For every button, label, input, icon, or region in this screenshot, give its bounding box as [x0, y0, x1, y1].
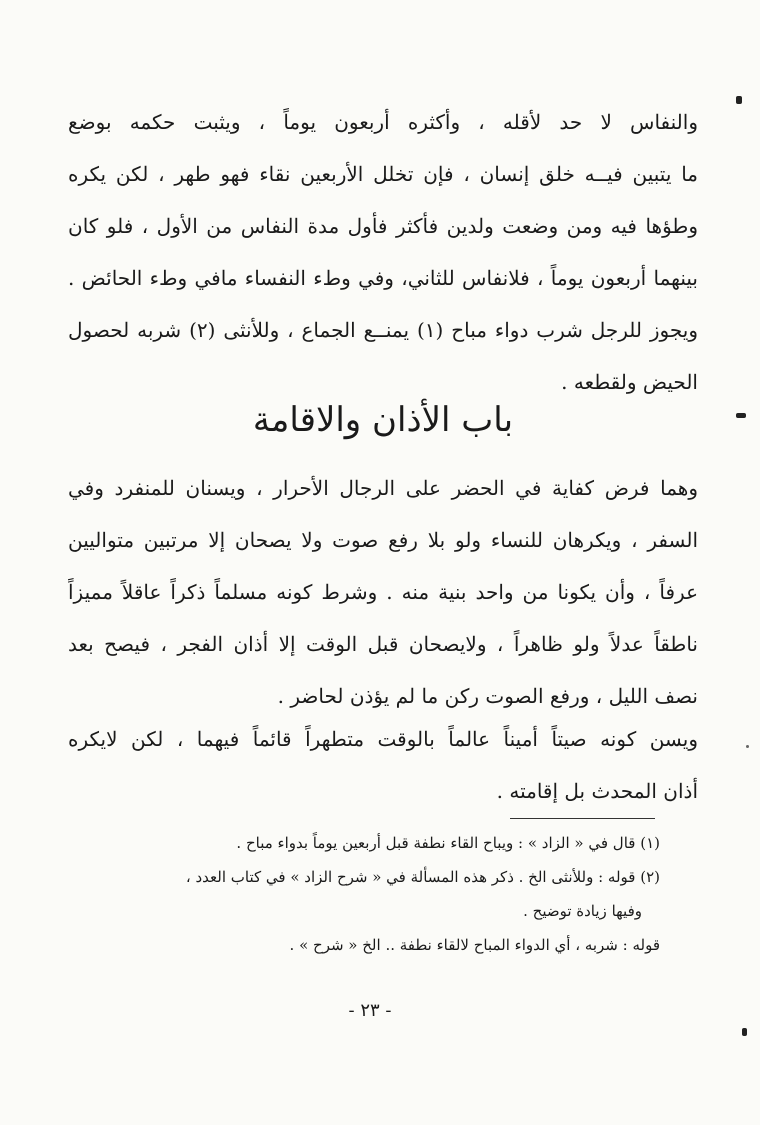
text-line: نصف الليل ، ورفع الصوت ركن ما لم يؤذن لحاضر .: [277, 684, 698, 708]
text-line: بينهما أربعون يوماً ، فلانفاس للثاني، وفي وطء النفساء مافي وطء الحائض .: [68, 266, 698, 290]
scan-mark: [742, 1028, 747, 1036]
footnote-commentary: قوله : شربه ، أي الدواء المباح لالقاء نطفة .. الخ « شرح » .: [289, 936, 660, 954]
text-line: ويجوز للرجل شرب دواء مباح (١) يمنــع الجماع ، وللأنثى (٢) شربه لحصول: [68, 318, 698, 342]
footnote-2-continued: وفيها زيادة توضيح .: [523, 902, 642, 920]
paragraph-nifas: [68, 96, 698, 408]
text-line: أذان المحدث بل إقامته .: [496, 779, 698, 803]
scan-mark: [736, 413, 746, 418]
paragraph-muadhin: [68, 713, 698, 817]
footnote-2: (٢) قوله : وللأنثى الخ . ذكر هذه المسألة في « شرح الزاد » في كتاب العدد ،: [185, 868, 660, 886]
page-number: - ٢٣ -: [348, 1000, 392, 1021]
text-line: عرفاً ، وأن يكونا من واحد بنية منه . وشرط كونه مسلماً ذكراً عاقلاً مميزاً: [68, 580, 698, 604]
text-line: ما يتبين فيــه خلق إنسان ، فإن تخلل الأربعين نقاء فهو طهر ، لكن يكره: [68, 162, 698, 186]
footnote-1: (١) قال في « الزاد » : ويباح القاء نطفة قبل أربعين يوماً بدواء مباح .: [236, 834, 660, 852]
paragraph-adhan: [68, 462, 698, 722]
text-line: والنفاس لا حد لأقله ، وأكثره أربعون يوماً ، ويثبت حكمه بوضع: [68, 110, 698, 134]
text-line: ناطقاً عدلاً ولو ظاهراً ، ولايصحان قبل الوقت إلا أذان الفجر ، فيصح بعد: [68, 632, 698, 656]
text-line: وهما فرض كفاية في الحضر على الرجال الأحرار ، ويسنان للمنفرد وفي: [68, 476, 698, 500]
footnote-divider: [510, 818, 655, 819]
chapter-heading: باب الأذان والاقامة: [252, 400, 514, 440]
scan-mark: [736, 96, 742, 104]
text-line: السفر ، ويكرهان للنساء ولو بلا رفع صوت ولا يصحان إلا مرتبين متواليين: [68, 528, 698, 552]
footnotes: [70, 826, 660, 962]
text-line: ويسن كونه صيتاً أميناً عالماً بالوقت متطهراً قائماً فيهما ، لكن لايكره: [68, 727, 698, 751]
scan-mark: [746, 745, 749, 748]
text-line: الحيض ولقطعه .: [561, 370, 698, 394]
text-line: وطؤها فيه ومن وضعت ولدين فأكثر فأول مدة النفاس من الأول ، فلو كان: [68, 214, 698, 238]
